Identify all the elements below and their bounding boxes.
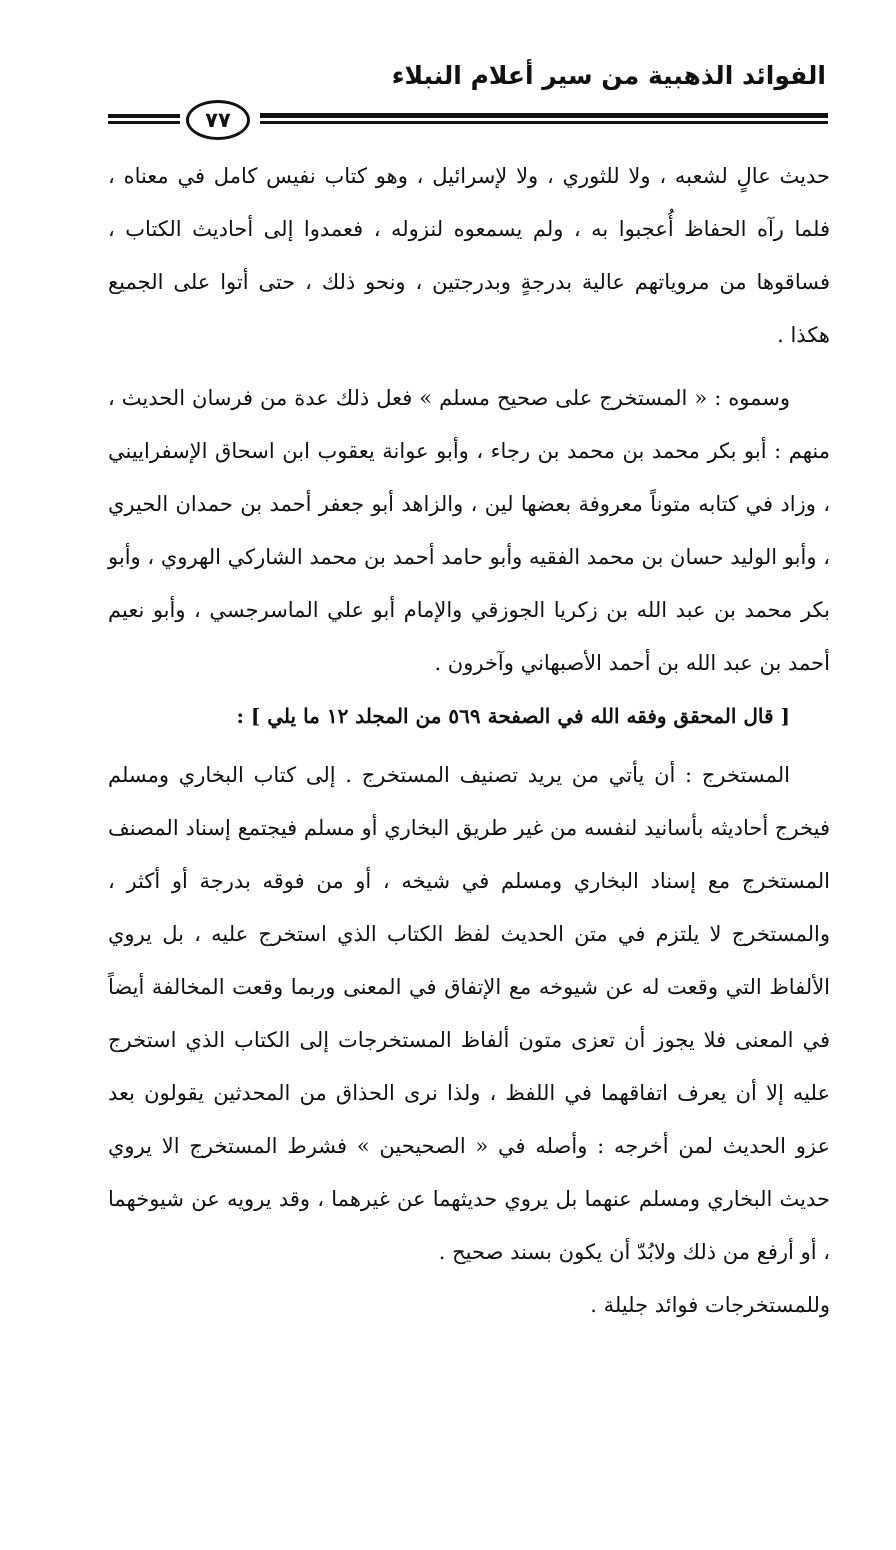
running-title: الفوائد الذهبية من سير أعلام النبلاء	[391, 61, 826, 90]
rule-line	[108, 114, 180, 118]
paragraph-3: المستخرج : أن يأتي من يريد تصنيف المستخرج . إلى كتاب البخاري ومسلم فيخرج أحاديثه بأسانيد لنفسه من غير طريق البخاري أو مسلم فيجتمع إسناد المصنف المستخرج مع إسناد البخاري ومسلم في شيخه ، أو من فوقه بدرجة أو أكثر ، والمستخرج لا يلتزم في متن الحديث لفظ الكتاب الذي استخرج عليه ، بل يروي الألفاظ التي وقعت له عن شيوخه مع الإتفاق في المعنى وربما وقعت المخالفة أيضاً في المعنى فلا يجوز أن تعزى متون ألفاظ المستخرجات إلى الكتاب الذي استخرج عليه إلا أن يعرف اتفاقهما في اللفظ ، ولذا نرى الحذاق من المحدثين يقولون بعد عزو الحديث لمن أخرجه : وأصله في « الصحيحين » فشرط المستخرج الا يروي حديث البخاري ومسلم عنهما بل يروي حديثهما عن غيرهما ، وقد يرويه عن شيوخهما ، أو أرفع من ذلك ولابُدّ أن يكون بسند صحيح .	[108, 763, 830, 1264]
paragraph-4: وللمستخرجات فوائد جليلة .	[590, 1293, 830, 1317]
paragraph-1: حديث عالٍ لشعبه ، ولا للثوري ، ولا لإسرائيل ، وهو كتاب نفيس كامل في معناه ، فلما رآه الحفاظ أُعجبوا به ، ولم يسمعوه لنزوله ، فعمدوا إلى أحاديث الكتاب ، فساقوها من مروياتهم عالية بدرجةٍ وبدرجتين ، ونحو ذلك ، حتى أتوا على الجميع هكذا .	[108, 164, 830, 347]
paragraph-2: وسموه : « المستخرج على صحيح مسلم » فعل ذلك عدة من فرسان الحديث ، منهم : أبو بكر محمد بن محمد بن رجاء ، وأبو عوانة يعقوب ابن اسحاق الإسفراييني ، وزاد في كتابه متوناً معروفة بعضها لين ، والزاهد أبو جعفر أحمد بن حمدان الحيري ، وأبو الوليد حسان بن محمد الفقيه وأبو حامد أحمد بن محمد الشاركي الهروي ، وأبو بكر محمد بن عبد الله بن زكريا الجوزقي والإمام أبو علي الماسرجسي ، وأبو نعيم أحمد بن عبد الله بن أحمد الأصبهاني وآخرون .	[108, 386, 831, 675]
rule-line	[260, 121, 828, 124]
rule-line	[260, 113, 828, 118]
body-text	[108, 150, 830, 1332]
header-rule	[108, 100, 828, 140]
page-number: ٧٧	[186, 100, 250, 140]
rule-line	[108, 121, 180, 124]
editor-note: [ قال المحقق وفقه الله في الصفحة ٥٦٩ من المجلد ١٢ ما يلي ] :	[236, 704, 790, 728]
